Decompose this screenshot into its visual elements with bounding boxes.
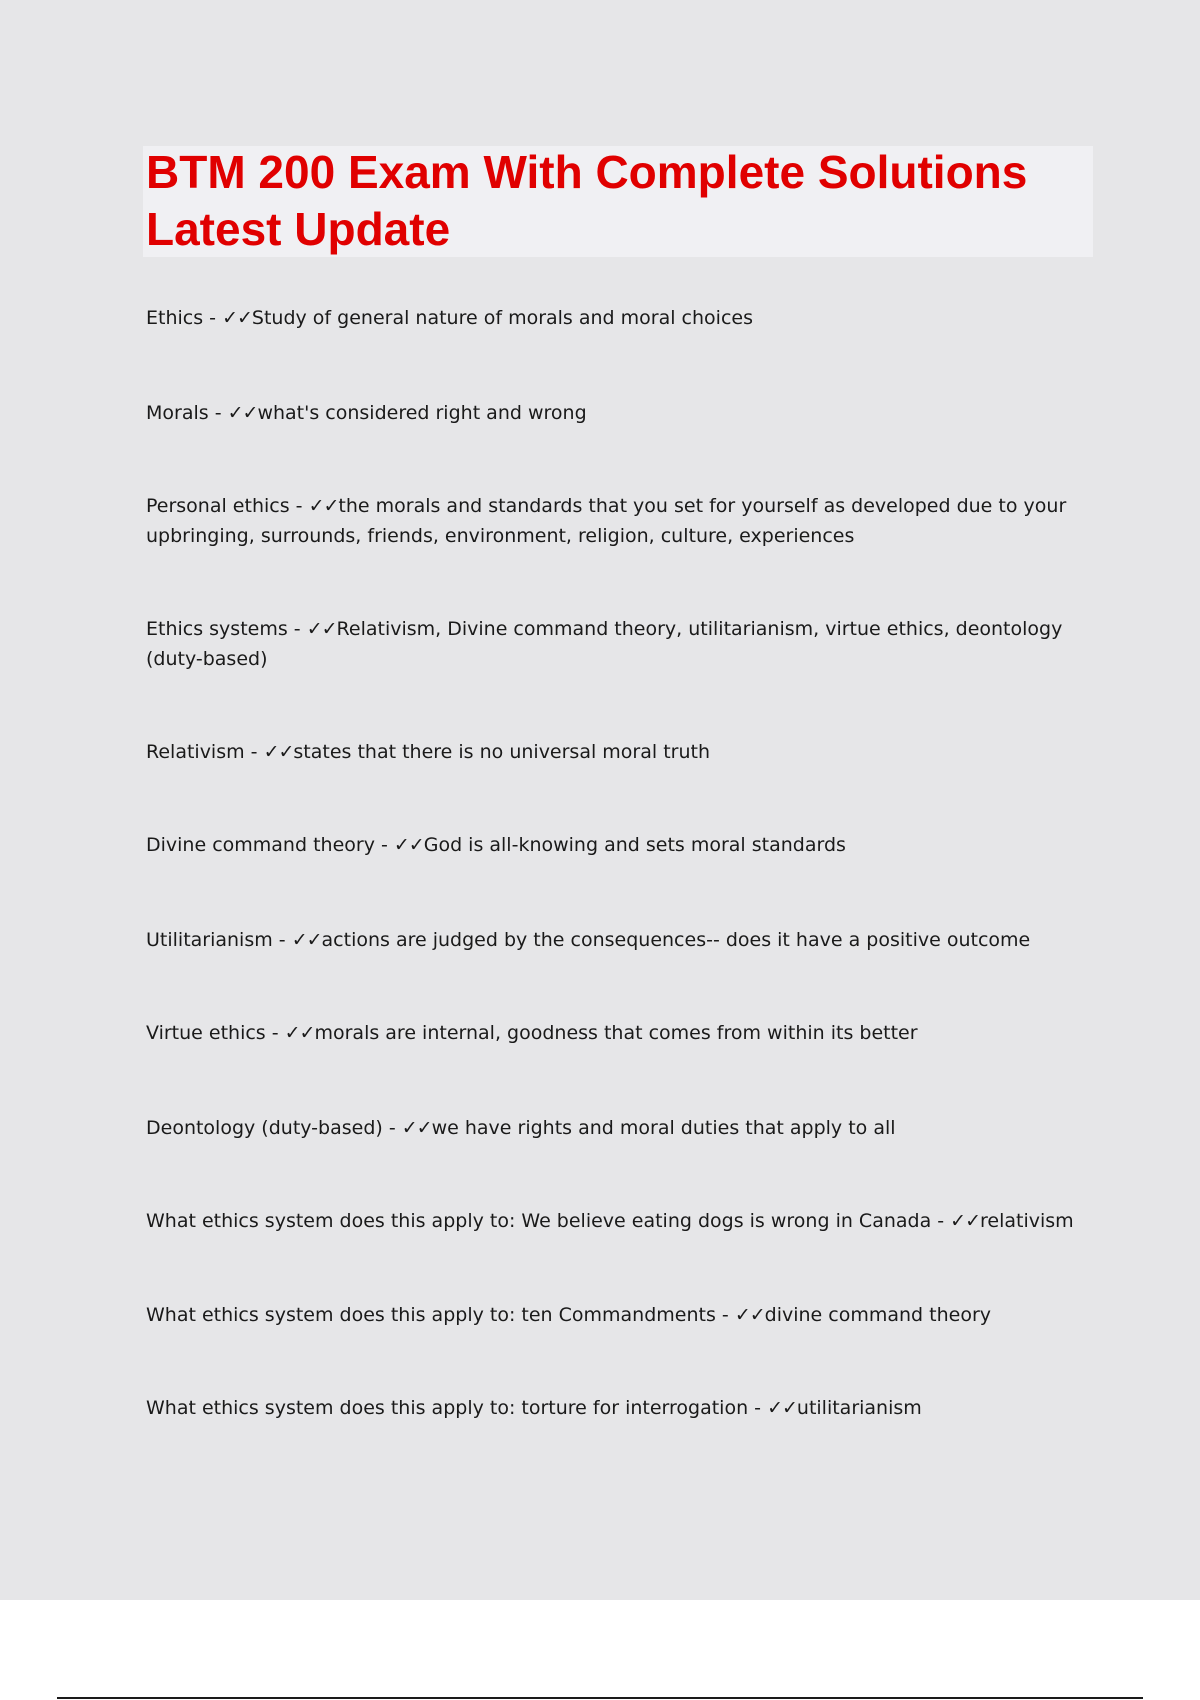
- entry-definition: divine command theory: [764, 1304, 992, 1326]
- entry-definition: morals are internal, goodness that comes from within its better: [314, 1022, 918, 1044]
- check-marks-icon: ✓✓: [734, 1304, 765, 1326]
- entry-separator: -: [265, 1022, 285, 1044]
- check-marks-icon: ✓✓: [291, 929, 322, 951]
- footer-rule: [57, 1697, 1143, 1699]
- document-title-line-1: BTM 200 Exam With Complete Solutions: [146, 146, 1028, 198]
- entry-term: Deontology (duty-based): [146, 1117, 383, 1139]
- entry-morals: [146, 398, 1086, 428]
- entry-term: What ethics system does this apply to: torture for interrogation: [146, 1397, 749, 1419]
- entry-ethics-systems: [146, 614, 1086, 674]
- entry-separator: -: [931, 1210, 951, 1232]
- check-marks-icon: ✓✓: [222, 307, 252, 329]
- entry-separator: -: [382, 1117, 402, 1139]
- check-marks-icon: ✓✓: [284, 1022, 315, 1044]
- entry-definition: Study of general nature of morals and moral choices: [251, 307, 753, 329]
- entry-separator: -: [287, 618, 307, 640]
- entry-term: What ethics system does this apply to: We believe eating dogs is wrong in Canada: [146, 1210, 932, 1232]
- entry-term: Morals: [146, 402, 209, 424]
- entry-question-dogs: [146, 1206, 1086, 1236]
- entry-term: Relativism: [146, 741, 245, 763]
- entry-divine-command-theory: [146, 830, 1086, 860]
- entry-definition: actions are judged by the consequences-- does it have a positive outcome: [321, 929, 1031, 951]
- document-title-line-2: Latest Update: [146, 203, 451, 255]
- entry-question-torture: [146, 1393, 1086, 1423]
- entry-definition: we have rights and moral duties that apply to all: [431, 1117, 896, 1139]
- entry-personal-ethics: [146, 491, 1086, 551]
- entry-virtue-ethics: [146, 1018, 1086, 1048]
- entry-deontology: [146, 1113, 1086, 1143]
- entry-term: What ethics system does this apply to: ten Commandments: [146, 1304, 716, 1326]
- check-marks-icon: ✓✓: [308, 495, 339, 517]
- entry-separator: -: [203, 307, 223, 329]
- entry-separator: -: [748, 1397, 768, 1419]
- entry-definition: what's considered right and wrong: [257, 402, 587, 424]
- entry-utilitarianism: [146, 925, 1086, 955]
- check-marks-icon: ✓✓: [401, 1117, 432, 1139]
- entry-definition: Relativism, Divine command theory, utilitarianism, virtue ethics, deontology (duty-based): [146, 618, 1069, 670]
- entry-question-commandments: [146, 1300, 1086, 1330]
- entry-separator: -: [289, 495, 309, 517]
- entry-term: Utilitarianism: [146, 929, 273, 951]
- entry-term: Divine command theory: [146, 834, 375, 856]
- entry-separator: -: [272, 929, 292, 951]
- entry-definition: God is all-knowing and sets moral standards: [423, 834, 846, 856]
- entry-term: Personal ethics: [146, 495, 290, 517]
- check-marks-icon: ✓✓: [767, 1397, 797, 1419]
- check-marks-icon: ✓✓: [306, 618, 337, 640]
- check-marks-icon: ✓✓: [263, 741, 294, 763]
- entry-separator: -: [715, 1304, 735, 1326]
- entry-definition: the morals and standards that you set for yourself as developed due to your upbringing, surrounds, friends, environment, religion, culture, experiences: [146, 495, 1073, 547]
- entry-separator: -: [244, 741, 264, 763]
- entry-relativism: [146, 737, 1086, 767]
- entry-definition: utilitarianism: [796, 1397, 922, 1419]
- entry-term: Ethics systems: [146, 618, 288, 640]
- check-marks-icon: ✓✓: [950, 1210, 981, 1232]
- check-marks-icon: ✓✓: [393, 834, 424, 856]
- entry-ethics: [146, 303, 1086, 333]
- check-marks-icon: ✓✓: [227, 402, 258, 424]
- entry-separator: -: [374, 834, 394, 856]
- entry-definition: relativism: [980, 1210, 1074, 1232]
- entry-term: Virtue ethics: [146, 1022, 266, 1044]
- entry-separator: -: [208, 402, 228, 424]
- entry-term: Ethics: [146, 307, 204, 329]
- entry-definition: states that there is no universal moral truth: [293, 741, 710, 763]
